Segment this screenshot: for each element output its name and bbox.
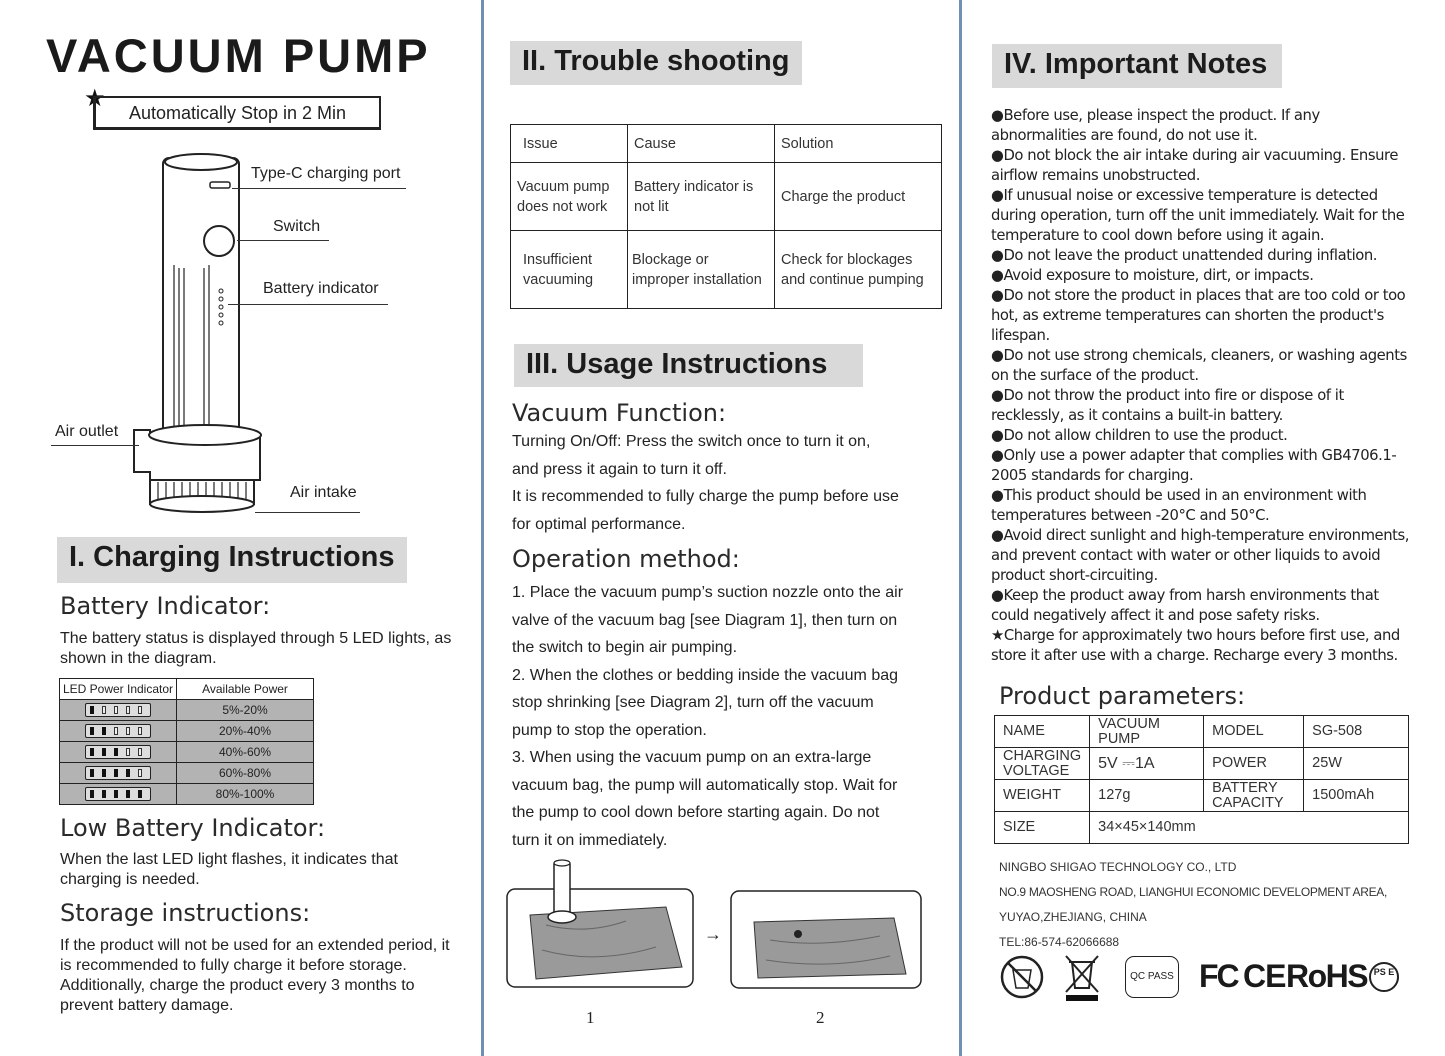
label-air-intake: Air intake	[290, 484, 357, 501]
star-icon: ★	[84, 85, 106, 112]
note-item: ●Keep the product away from harsh environments that could negatively affect it and pose safety risks.	[991, 587, 1379, 624]
operation-line-3: the switch to begin air pumping.	[512, 639, 738, 656]
param-voltage-label-line-2: VOLTAGE	[1003, 762, 1070, 779]
operation-line-4: 2. When the clothes or bedding inside the vacuum bag	[512, 666, 899, 684]
ts-row-2-solution: Check for blockages and continue pumping	[775, 231, 942, 309]
leader-line-intake	[255, 512, 360, 513]
charging-section-title: I. Charging Instructions	[57, 537, 407, 583]
company-tel: TEL:86-574-62066688	[999, 935, 1120, 949]
ce-mark: CE	[1243, 958, 1286, 994]
battery-indicator-title: Battery Indicator:	[60, 592, 271, 620]
ts-header-cause: Cause	[628, 125, 775, 163]
note-item: ●Before use, please inspect the product. If any abnormalities are found, do not use it.	[991, 107, 1320, 144]
note-item: ●Do not throw the product into fire or dispose of it recklessly, as it contains a built-in battery.	[991, 387, 1344, 424]
battery-4-bar-icon	[85, 766, 151, 780]
product-parameters-title: Product parameters:	[999, 682, 1246, 710]
important-notes-list	[991, 106, 1416, 666]
led-header-power: Available Power	[177, 679, 314, 700]
param-voltage-value: 5V ⎓1A	[1090, 748, 1204, 780]
led-row-2-battery	[60, 721, 177, 742]
param-name-value: VACUUM PUMP	[1090, 716, 1204, 748]
fc-mark: FC	[1199, 958, 1238, 994]
param-model-value: SG-508	[1304, 716, 1409, 748]
label-charging-port: Type-C charging port	[251, 165, 401, 182]
ts-row-2-issue: Insufficient vacuuming	[511, 231, 628, 309]
rohs-mark: RoHS	[1286, 958, 1368, 994]
led-power-table	[59, 678, 314, 805]
battery-2-bar-icon	[85, 724, 151, 738]
label-air-outlet: Air outlet	[55, 423, 119, 440]
ts-header-solution: Solution	[775, 125, 942, 163]
vacuum-function-title: Vacuum Function:	[512, 399, 727, 427]
leader-line-outlet	[51, 445, 139, 446]
diagram-2-illustration	[730, 890, 922, 990]
label-battery-indicator: Battery indicator	[263, 280, 379, 297]
vacuum-line-4: for optimal performance.	[512, 515, 686, 533]
note-item: ●Do not leave the product unattended during inflation.	[991, 247, 1378, 264]
note-item: ●Avoid exposure to moisture, dirt, or impacts.	[991, 267, 1314, 284]
diagram-1-illustration	[506, 855, 696, 990]
vacuum-line-3: It is recommended to fully charge the pump before use	[512, 488, 899, 505]
switch-icon	[204, 226, 234, 256]
company-address-line-2: YUYAO,ZHEJIANG, CHINA	[999, 910, 1147, 924]
param-name-label: NAME	[995, 716, 1090, 748]
troubleshooting-table	[510, 124, 942, 309]
param-size-label: SIZE	[995, 812, 1090, 844]
low-battery-text: When the last LED light flashes, it indicates that charging is needed.	[60, 851, 398, 888]
led-header-indicator: LED Power Indicator	[60, 679, 177, 700]
label-switch: Switch	[273, 218, 321, 235]
ts-header-issue: Issue	[511, 125, 628, 163]
weee-bin-icon	[1062, 952, 1102, 1002]
panel-divider-right	[959, 0, 962, 1056]
led-row-3-battery	[60, 742, 177, 763]
operation-line-2: valve of the vacuum bag [see Diagram 1], then turn on	[512, 611, 898, 629]
no-battery-disposal-icon	[999, 954, 1045, 1000]
usage-title: III. Usage Instructions	[514, 344, 863, 387]
note-item: ●Do not allow children to use the product.	[991, 427, 1288, 444]
param-size-value: 34×45×140mm	[1090, 812, 1409, 844]
ts-row-1-cause: Battery indicator is not lit	[628, 163, 775, 231]
note-item: ●Do not block the air intake during air vacuuming. Ensure airflow remains unobstructed.	[991, 147, 1398, 184]
product-title: VACUUM PUMP	[46, 29, 431, 82]
company-name: NINGBO SHIGAO TECHNOLOGY CO., LTD	[999, 860, 1237, 874]
tagline-box	[93, 96, 381, 130]
param-voltage-label-line-1: CHARGING	[1003, 747, 1082, 764]
operation-line-9: the pump to cool down before starting again. Do not	[512, 804, 880, 821]
vacuum-line-1: Turning On/Off: Press the switch once to turn it on,	[512, 433, 871, 450]
company-address-line-1: NO.9 MAOSHENG ROAD, LIANGHUI ECONOMIC DEVELOPMENT AREA,	[999, 885, 1388, 899]
led-row-5-battery	[60, 784, 177, 805]
troubleshooting-title: II. Trouble shooting	[510, 41, 802, 85]
operation-line-6: pump to stop the operation.	[512, 721, 707, 739]
arrow-icon: →	[704, 924, 722, 944]
param-capacity-label-line-2: CAPACITY	[1212, 794, 1284, 811]
note-item: ●Only use a power adapter that complies with GB4706.1-2005 standards for charging.	[991, 447, 1397, 484]
note-item: ★Charge for approximately two hours before first use, and store it after use with a charge. Recharge every 3 months.	[991, 627, 1400, 664]
operation-method-text	[512, 579, 952, 854]
param-power-value: 25W	[1304, 748, 1409, 780]
led-row-2-power: 20%-40%	[177, 721, 314, 742]
pump-illustration	[120, 150, 280, 520]
storage-title: Storage instructions:	[60, 899, 311, 927]
operation-line-7: 3. When using the vacuum pump on an extra-large	[512, 749, 872, 766]
qc-pass-badge	[1125, 956, 1179, 998]
product-parameters-table	[994, 715, 1409, 844]
tagline-text: Automatically Stop in 2 Min	[128, 103, 347, 123]
battery-1-bar-icon	[85, 703, 151, 717]
note-item: ●If unusual noise or excessive temperature is detected during operation, turn off the unit immediately. Wait for the temperature to cool down before using it again.	[991, 187, 1405, 244]
operation-line-8: vacuum bag, the pump will automatically stop. Wait for	[512, 776, 898, 794]
pump-top	[165, 154, 237, 170]
charging-port-icon	[210, 182, 230, 188]
param-power-label: POWER	[1204, 748, 1304, 780]
note-item: ●Avoid direct sunlight and high-temperature environments, and prevent contact with water or other liquids to avoid product short-circuiting.	[991, 527, 1410, 584]
low-battery-title: Low Battery Indicator:	[60, 814, 326, 842]
led-row-3-power: 40%-60%	[177, 742, 314, 763]
param-model-label: MODEL	[1204, 716, 1304, 748]
diagram-1-label: 1	[586, 1008, 595, 1027]
panel-divider-left	[481, 0, 484, 1056]
battery-3-bar-icon	[85, 745, 151, 759]
led-row-5-power: 80%-100%	[177, 784, 314, 805]
operation-line-1: 1. Place the vacuum pump’s suction nozzle onto the air	[512, 584, 904, 601]
qc-pass-text: QC PASS	[1130, 971, 1174, 982]
pse-mark-text: PS E	[1373, 967, 1395, 977]
ts-row-1-issue: Vacuum pump does not work	[511, 163, 628, 231]
notes-title: IV. Important Notes	[992, 44, 1282, 88]
led-row-4-power: 60%-80%	[177, 763, 314, 784]
vacuum-function-text	[512, 428, 952, 538]
note-item: ●Do not store the product in places that are too cold or too hot, as extreme temperatures can shorten the product's lifespan.	[991, 287, 1406, 344]
param-weight-label: WEIGHT	[995, 780, 1090, 812]
led-row-4-battery	[60, 763, 177, 784]
led-row-1-battery	[60, 700, 177, 721]
leader-line-switch	[237, 240, 329, 241]
param-capacity-label-line-1: BATTERY	[1212, 779, 1278, 796]
led-row-1-power: 5%-20%	[177, 700, 314, 721]
ts-row-1-solution: Charge the product	[775, 163, 942, 231]
note-item: ●This product should be used in an environment with temperatures between -20°C and 50°C.	[991, 487, 1367, 524]
storage-text: If the product will not be used for an extended period, it is recommended to fully charge it before storage. Additionally, charge the product every 3 months to prevent battery damage.	[60, 937, 450, 1014]
battery-5-bar-icon	[85, 787, 151, 801]
operation-line-10: turn it on immediately.	[512, 831, 668, 849]
operation-method-title: Operation method:	[512, 545, 740, 573]
ts-row-2-cause: Blockage or improper installation	[628, 231, 775, 309]
note-item: ●Do not use strong chemicals, cleaners, or washing agents on the surface of the product.	[991, 347, 1407, 384]
param-capacity-value: 1500mAh	[1304, 780, 1409, 812]
battery-indicator-text: The battery status is displayed through 5 LED lights, as shown in the diagram.	[60, 630, 452, 667]
param-voltage-label	[995, 748, 1090, 780]
pse-mark-icon	[1369, 962, 1399, 992]
param-capacity-label	[1204, 780, 1304, 812]
diagram-2-label: 2	[816, 1008, 825, 1027]
leader-line-port	[232, 188, 406, 189]
vacuum-line-2: and press it again to turn it off.	[512, 460, 727, 478]
leader-line-battery	[228, 304, 388, 305]
operation-line-5: stop shrinking [see Diagram 2], turn off the vacuum	[512, 694, 874, 711]
param-weight-value: 127g	[1090, 780, 1204, 812]
